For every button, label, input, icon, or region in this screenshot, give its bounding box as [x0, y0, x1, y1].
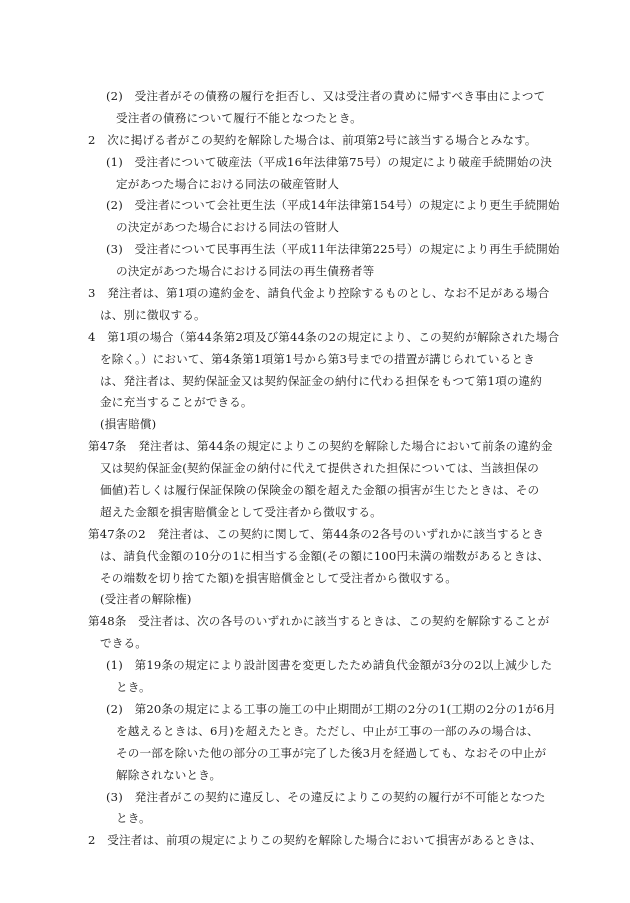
text-line: は、発注者は、契約保証金又は契約保証金の納付に代わる担保をもつて第1項の違約	[100, 373, 543, 388]
text-line: 金に充当することができる。	[100, 395, 253, 410]
text-line: とき。	[116, 811, 151, 826]
document-body	[88, 86, 558, 852]
text-line: 定があつた場合における同法の破産管財人	[116, 176, 340, 191]
text-line: その一部を除いた他の部分の工事が完了した後3月を経過しても、なおその中止が	[116, 745, 547, 760]
text-line: (受注者の解除権)	[100, 592, 192, 607]
text-line: 超えた金額を損害賠償金として受注者から徴収する。	[100, 504, 382, 519]
text-line: 3 発注者は、第1項の違約金を、請負代金より控除するものとし、なお不足がある場合	[88, 286, 550, 301]
text-line: とき。	[116, 680, 151, 695]
text-line: できる。	[100, 636, 147, 651]
text-line: (2) 受注者がその債務の履行を拒否し、又は受注者の責めに帰すべき事由によつて	[106, 89, 546, 103]
text-line: (損害賠償)	[100, 417, 157, 432]
text-line: 第47条 発注者は、第44条の規定によりこの契約を解除した場合において前条の違約金	[88, 439, 553, 454]
text-line: (3) 受注者について民事再生法（平成11年法律第225号）の規定により再生手続開始	[106, 242, 560, 257]
text-line: (2) 受注者について会社更生法（平成14年法律第154号）の規定により更生手続開始	[106, 198, 560, 213]
text-line: 4 第1項の場合（第44条第2項及び第44条の2の規定により、この契約が解除された場合	[88, 329, 560, 344]
text-line: 解除されないとき。	[116, 767, 222, 782]
text-line: (1) 受注者について破産法（平成16年法律第75号）の規定により破産手続開始の決	[106, 154, 553, 169]
text-line: は、請負代金額の10分の1に相当する金額(その額に100円未満の端数があるときは、	[100, 548, 550, 563]
text-line: 又は契約保証金(契約保証金の納付に代えて提供された担保については、当該担保の	[100, 461, 539, 476]
text-line: 2 次に掲げる者がこの契約を解除した場合は、前項第2号に該当する場合とみなす。	[88, 132, 537, 147]
text-line: (2) 第20条の規定による工事の施工の中止期間が工期の2分の1(工期の2分の1が6月	[106, 701, 557, 716]
text-line: 受注者の債務について履行不能となつたとき。	[116, 110, 362, 125]
text-line: の決定があつた場合における同法の管財人	[116, 220, 340, 235]
text-line: を越えるときは、6月)を超えたとき。ただし、中止が工事の一部のみの場合は、	[116, 723, 539, 738]
text-line: 第48条 受注者は、次の各号のいずれかに該当するときは、この契約を解除することが	[88, 614, 550, 629]
text-line: (3) 発注者がこの契約に違反し、その違反によりこの契約の履行が不可能となつた	[106, 789, 546, 804]
text-line: 2 受注者は、前項の規定によりこの契約を解除した場合において損害があるときは、	[88, 833, 542, 848]
text-line: 第47条の2 発注者は、この契約に関して、第44条の2各号のいずれかに該当するとき	[88, 526, 544, 541]
text-line: を除く。）において、第4条第1項第1号から第3号までの措置が講じられているとき	[100, 351, 535, 366]
text-line: は、別に徴収する。	[100, 307, 206, 322]
text-line: 価値)若しくは履行保証保険の保険金の額を超えた金額の損害が生じたときは、その	[100, 483, 540, 498]
text-line: (1) 第19条の規定により設計図書を変更したため請負代金額が3分の2以上減少した	[106, 658, 553, 673]
text-line: その端数を切り捨てた額)を損害賠償金として受注者から徴収する。	[100, 570, 457, 585]
text-line: の決定があつた場合における同法の再生債務者等	[116, 264, 375, 279]
